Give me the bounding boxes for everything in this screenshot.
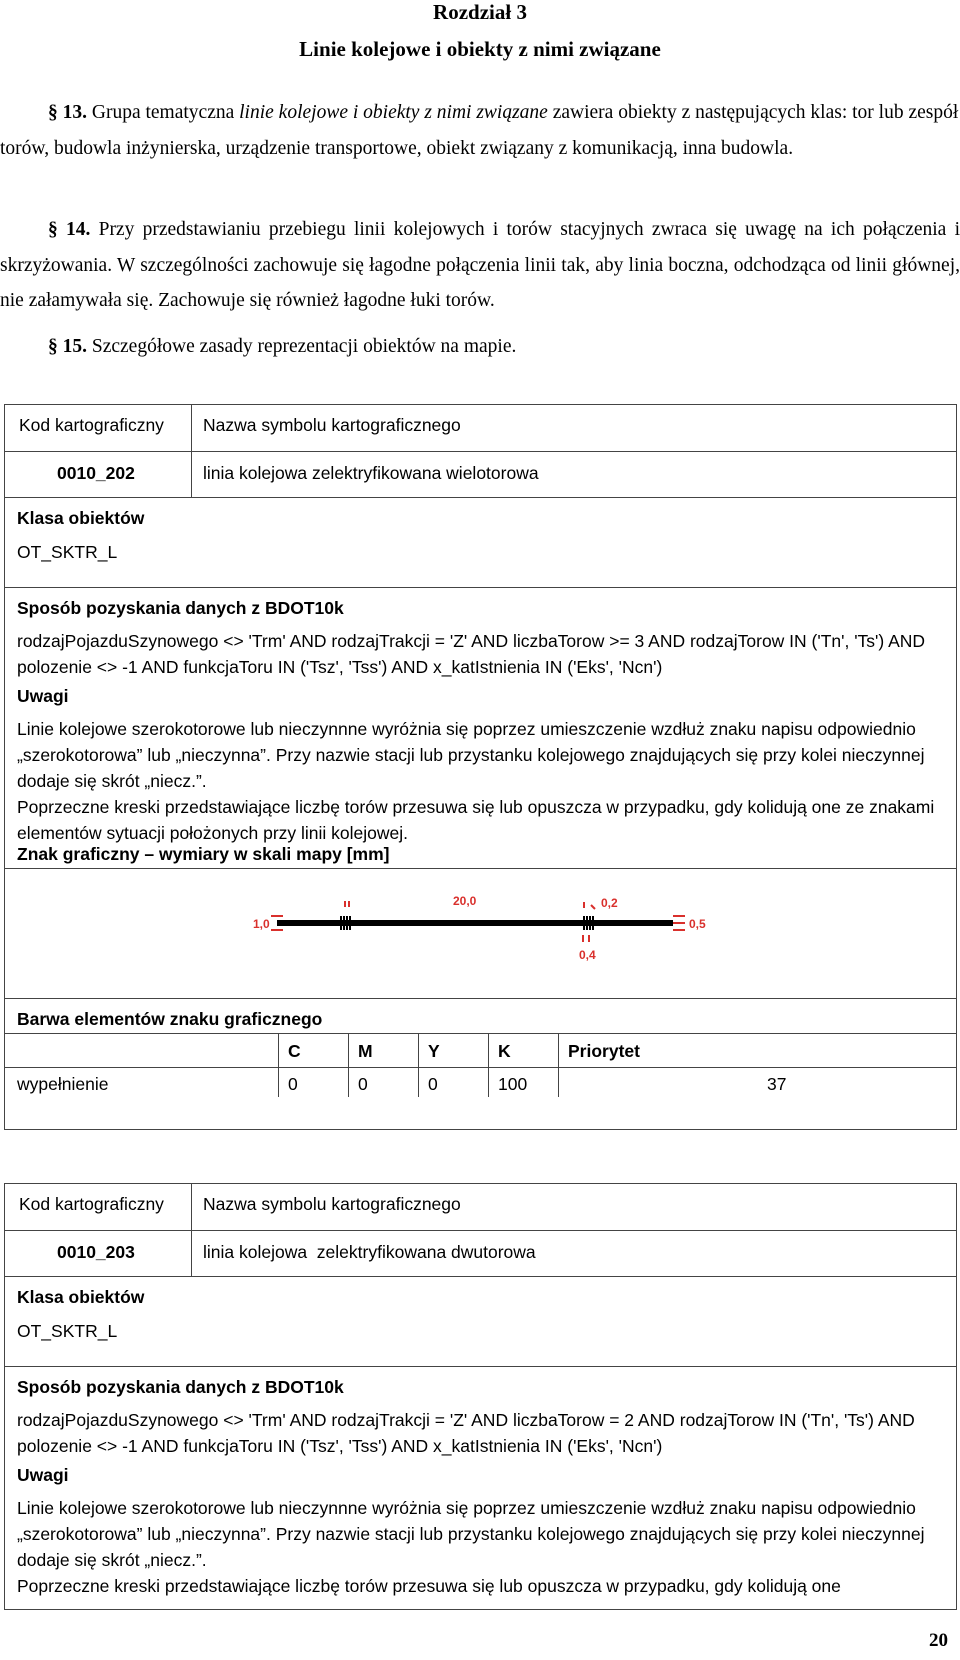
fill-y: 0 (428, 1074, 438, 1094)
fill-m: 0 (358, 1074, 368, 1094)
method-text: rodzajPojazduSzynowego <> 'Trm' AND rodzajTrakcji = 'Z' AND liczbaTorow = 2 AND rodzajTorow IN ('Tn', 'Ts') AND polozenie <> -1 AND funkcjaToru IN ('Tsz', 'Tss') AND x_katIstnienia IN ('Eks', 'Ncn') (17, 1410, 915, 1456)
symbol-card-0010-202 (4, 404, 957, 1130)
paragraph-14 (0, 212, 960, 319)
chapter-subtitle: Linie kolejowe i obiekty z nimi związane (299, 37, 661, 61)
name-header: Nazwa symbolu kartograficznego (203, 415, 461, 435)
paragraph-text: zawiera obiekty z następujących klas: tor lub zespół torów, budowla inżynierska, urządzenie transportowe, obiekt związany z komunikacją, inna budowla. (0, 102, 959, 159)
symbol-name: linia kolejowa zelektryfikowana wielotorowa (203, 463, 539, 483)
color-header: Barwa elementów znaku graficznego (17, 1009, 323, 1029)
name-header: Nazwa symbolu kartograficznego (203, 1194, 461, 1214)
symbol-drawing-row (5, 869, 956, 999)
col-k: K (498, 1041, 511, 1061)
details-row (5, 588, 956, 869)
notes-header: Uwagi (17, 1465, 69, 1485)
notes-text: Linie kolejowe szerokotorowe lub nieczynnne wyróżnia się poprzez umieszczenie wzdłuż znaku napisu odpowiednio „szerokotorowa” lub „nieczynna”. Przy nazwie stacji lub przystanku kolejowego znajdujących się przy kolei nieczynnej dodaje się skrót „niecz.”. (17, 719, 925, 791)
fill-k: 100 (498, 1074, 528, 1094)
section-number: § 15. (48, 336, 87, 357)
paragraph-text: Szczegółowe zasady reprezentacji obiektów na mapie. (91, 336, 517, 357)
object-class: OT_SKTR_L (17, 1321, 118, 1341)
method-header: Sposób pozyskania danych z BDOT10k (17, 1377, 344, 1397)
dim-height: 1,0 (253, 917, 270, 931)
symbol-header: Znak graficzny – wymiary w skali mapy [mm] (17, 844, 390, 864)
col-y: Y (428, 1041, 440, 1061)
col-priority: Priorytet (568, 1041, 640, 1061)
code-name-row (5, 1184, 956, 1277)
paragraph-text: Przy przedstawianiu przebiegu linii kolejowych i torów stacyjnych zwraca się uwagę na ich połączenia i skrzyżowania. W szczególności zachowuje się łagodne połączenia linii tak, aby linia boczna, odchodząca od linii głównej, nie załamywała się. Zachowuje się również łagodne łuki torów. (0, 219, 960, 311)
code-header: Kod kartograficzny (19, 1194, 164, 1214)
dim-length: 20,0 (453, 894, 477, 908)
page-number: 20 (929, 1630, 948, 1651)
section-number: § 13. (48, 102, 87, 123)
paragraph-text: Grupa tematyczna (91, 102, 240, 123)
paragraph-italic: linie kolejowe i obiekty z nimi związane (239, 102, 548, 123)
notes-text: Linie kolejowe szerokotorowe lub nieczynnne wyróżnia się poprzez umieszczenie wzdłuż znaku napisu odpowiednio „szerokotorowa” lub „nieczynna”. Przy nazwie stacji lub przystanku kolejowego znajdujących się przy kolei nieczynnej dodaje się skrót „niecz.”. (17, 1498, 925, 1570)
cartographic-code: 0010_203 (57, 1242, 135, 1262)
symbol-name: linia kolejowa zelektryfikowana dwutorowa (203, 1242, 536, 1262)
details-row (5, 1367, 956, 1609)
method-header: Sposób pozyskania danych z BDOT10k (17, 598, 344, 618)
notes-header: Uwagi (17, 686, 69, 706)
dim-tick: 0,4 (579, 948, 596, 962)
class-row (5, 498, 956, 588)
class-row (5, 1277, 956, 1367)
dim-width: 0,5 (689, 917, 706, 931)
code-header: Kod kartograficzny (19, 415, 164, 435)
fill-c: 0 (288, 1074, 298, 1094)
notes-text-2: Poprzeczne kreski przedstawiające liczbę torów przesuwa się lub opuszcza w przypadku, gdy kolidują one (17, 1576, 841, 1596)
code-name-row (5, 405, 956, 498)
dim-gap: 0,2 (601, 896, 618, 910)
fill-label: wypełnienie (17, 1074, 109, 1094)
fill-priority: 37 (767, 1074, 787, 1094)
color-row (5, 999, 956, 1129)
class-header: Klasa obiektów (17, 1287, 145, 1307)
col-m: M (358, 1041, 373, 1061)
object-class: OT_SKTR_L (17, 542, 118, 562)
class-header: Klasa obiektów (17, 508, 145, 528)
col-c: C (288, 1041, 301, 1061)
section-number: § 14. (48, 219, 91, 240)
railway-symbol-drawing (5, 869, 956, 999)
symbol-card-0010-203 (4, 1183, 957, 1610)
paragraph-15 (0, 329, 960, 365)
cartographic-code: 0010_202 (57, 463, 135, 483)
paragraph-13 (0, 95, 960, 166)
notes-text-2: Poprzeczne kreski przedstawiające liczbę torów przesuwa się lub opuszcza w przypadku, gdy kolidują one ze znakami elementów sytuacji położonych przy linii kolejowej. (17, 797, 935, 843)
method-text: rodzajPojazduSzynowego <> 'Trm' AND rodzajTrakcji = 'Z' AND liczbaTorow >= 3 AND rodzajTorow IN ('Tn', 'Ts') AND polozenie <> -1 AND funkcjaToru IN ('Tsz', 'Tss') AND x_katIstnienia IN ('Eks', 'Ncn') (17, 631, 926, 677)
chapter-title: Rozdział 3 (433, 0, 527, 24)
